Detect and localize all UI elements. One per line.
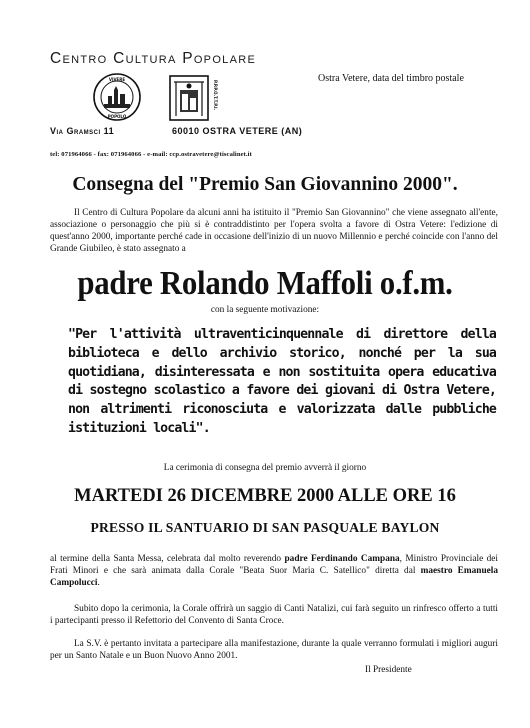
mass-paragraph xyxy=(50,553,498,589)
svg-text:POPOLO: POPOLO xyxy=(107,114,127,119)
contact-info: tel: 071964066 - fax: 071964066 - e-mail: ccp.ostravetere@tiscalinet.it xyxy=(50,151,252,158)
place-and-date: Ostra Vetere, data del timbro postale xyxy=(318,73,464,84)
choir-director-name: maestro Emanuela Campolucci xyxy=(50,566,498,588)
mass-text-2: , Ministro Provinciale dei Frati Minori e che sarà animata dalla Corale "Beata Suor Maria C. Satellico" diretta dal xyxy=(50,554,498,576)
ceremony-intro: La cerimonia di consegna del premio avverrà il giorno xyxy=(163,463,367,473)
mass-text-3: . xyxy=(97,578,100,588)
after-ceremony-paragraph: Subito dopo la cerimonia, la Corale offrirà un saggio di Canti Natalizi, cui farà seguito un rinfresco offerto a tutti i partecipanti presso il Refettorio del Convento di Santa Croce. xyxy=(50,604,498,626)
street-address: Via Gramsci 11 xyxy=(50,126,115,136)
mass-text-1: al termine della Santa Messa, celebrata dal molto reverendo xyxy=(50,554,285,564)
motivation-text: "Per l'attività ultraventicinquennale di direttore della biblioteca e dello archivio storico, nonché per la sua quotidiana, disinteressata e non sostituita opera educativa di sostegno scolastico a favore dei giovani di Ostra Vetere, non altrimenti riconosciuta e valorizzata dalle pubbliche istituzioni locali". xyxy=(68,327,496,436)
celebrant-name: padre Ferdinando Campana xyxy=(284,554,400,564)
honoree-name: padre Rolando Maffoli o.f.m. xyxy=(77,265,453,302)
organization-name: Centro Cultura Popolare xyxy=(50,50,257,67)
ceremony-venue: PRESSO IL SANTUARIO DI SAN PASQUALE BAYLON xyxy=(90,520,440,535)
ceremony-date: MARTEDI 26 DICEMBRE 2000 ALLE ORE 16 xyxy=(74,486,456,506)
organization-logo-right xyxy=(168,72,220,124)
organization-logo-left xyxy=(92,72,142,122)
document-title: Consegna del "Premio San Giovannino 2000". xyxy=(72,174,458,195)
signature: Il Presidente xyxy=(365,665,412,675)
invitation-paragraph: La S.V. è pertanto invitata a partecipare alla manifestazione, durante la quale verranno formulati i migliori auguri per un Santo Natale e un Buon Nuovo Anno 2001. xyxy=(50,639,498,661)
intro-paragraph: Il Centro di Cultura Popolare da alcuni anni ha istituito il "Premio San Giovannino" che viene assegnato all'ente, associazione o personaggio che più si è contraddistinto per l'opera svolta a favore di Ostra Vetere: l'edizione di quest'anno 2000, importante perché cade in occasione dell'inizio di un nuovo Millennio e perché coincide con l'anno del Grande Giubileo, è stato assegnato a xyxy=(50,208,498,254)
svg-text:VIVERE: VIVERE xyxy=(108,77,126,82)
motivation-intro: con la seguente motivazione: xyxy=(210,305,320,315)
city-address: 60010 OSTRA VETERE (AN) xyxy=(172,126,303,136)
svg-text:P.P.P.O.T.T.P.I.: P.P.P.O.T.T.P.I. xyxy=(213,80,218,110)
